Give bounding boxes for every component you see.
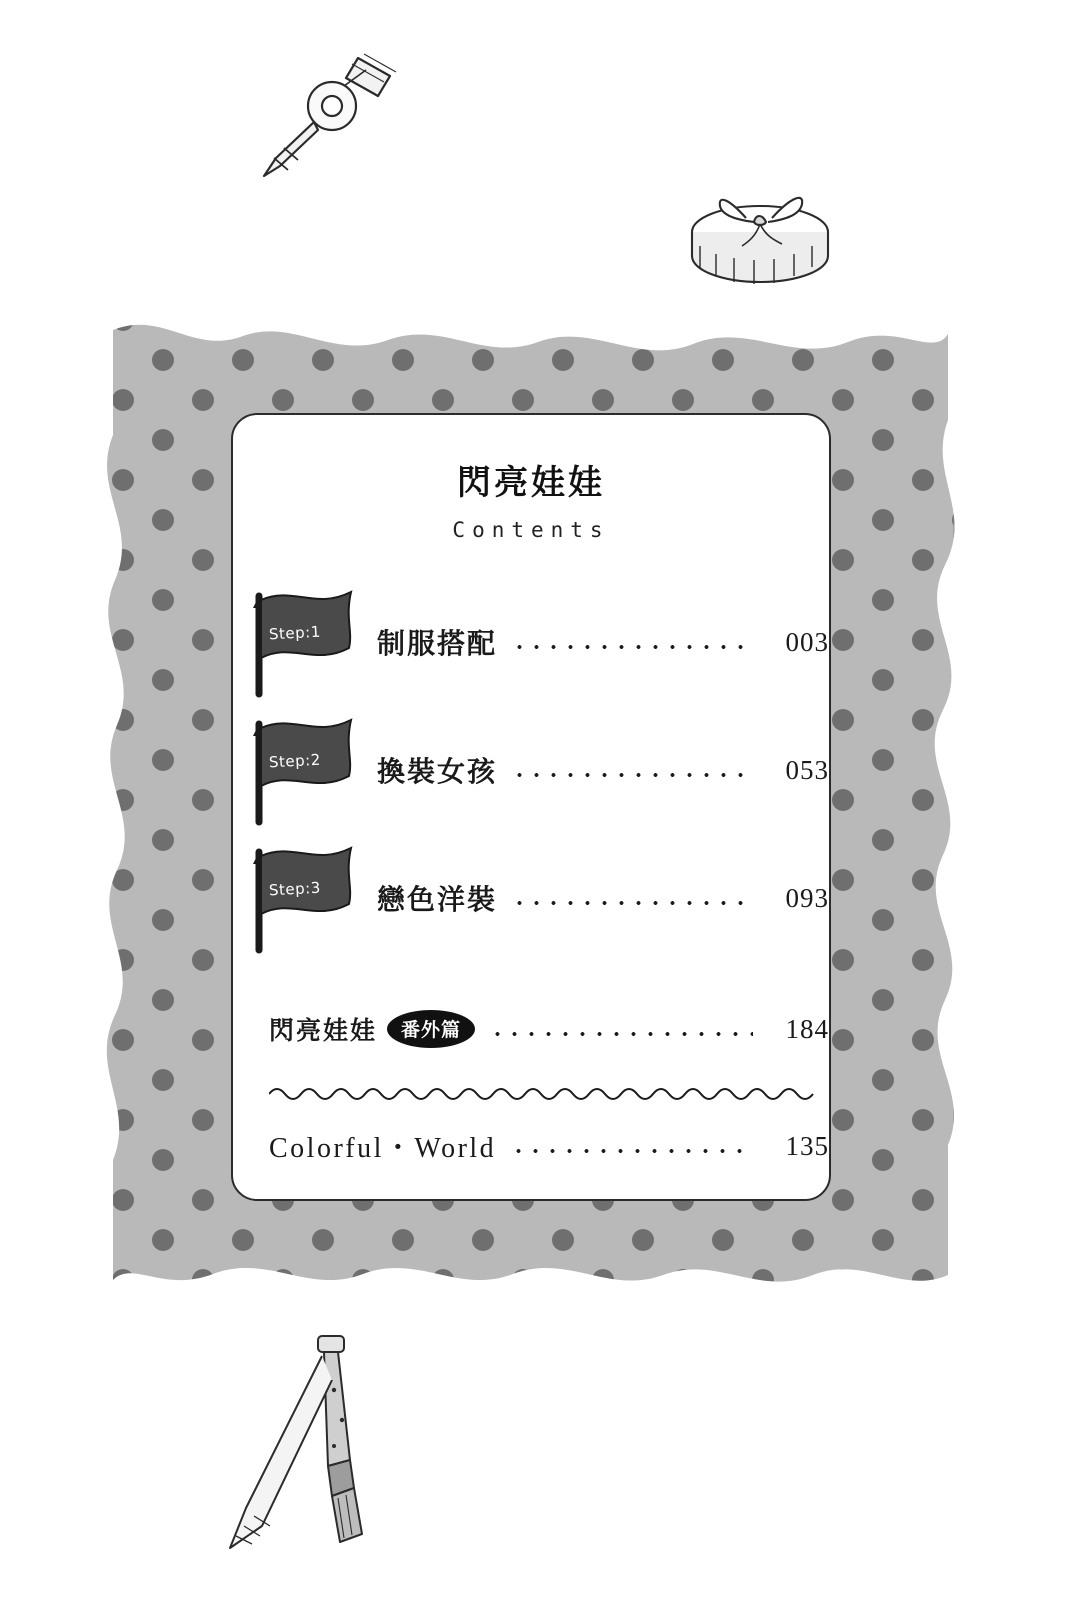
- toc-entry-3[interactable]: [241, 834, 829, 962]
- leader-dots: [511, 628, 753, 656]
- toc-entry-page: 093: [785, 882, 829, 913]
- toc-entry-extra[interactable]: [241, 1010, 829, 1048]
- step-flag-label: Step:3: [268, 878, 322, 900]
- status-badge: 番外篇: [387, 1010, 475, 1048]
- step-flag-icon: [241, 838, 377, 958]
- toc-entry-title: 制服搭配: [377, 627, 498, 660]
- table-of-contents: [233, 578, 829, 1166]
- step-flag-label: Step:1: [268, 622, 322, 644]
- toc-extra-title: 閃亮娃娃: [269, 1016, 378, 1045]
- decorative-frame: [103, 300, 955, 1310]
- toc-entry-2[interactable]: [241, 706, 829, 834]
- toc-entry-1[interactable]: [241, 578, 829, 706]
- toc-bonus-title: Colorful・World: [269, 1133, 497, 1164]
- step-flag-icon: [241, 582, 377, 702]
- toc-extra-page: 184: [785, 1013, 829, 1044]
- page-title: 閃亮娃娃: [457, 463, 605, 503]
- wavy-divider: [269, 1082, 809, 1102]
- toc-entry-title: 換裝女孩: [377, 755, 498, 788]
- contents-label: Contents: [452, 518, 610, 542]
- leader-dots: [511, 884, 753, 912]
- tassel-charm-illustration: [210, 1320, 410, 1570]
- step-flag-icon: [241, 710, 377, 830]
- leader-dots: [510, 1132, 753, 1160]
- contents-card: [231, 413, 831, 1201]
- key-illustration: [240, 30, 420, 190]
- toc-bonus-page: 135: [785, 1130, 829, 1161]
- toc-entry-title: 戀色洋裝: [377, 883, 498, 916]
- toc-entry-bonus[interactable]: [241, 1126, 829, 1166]
- step-flag-label: Step:2: [268, 750, 322, 772]
- gift-box-illustration: [660, 170, 860, 310]
- leader-dots: [489, 1015, 753, 1043]
- toc-entry-page: 053: [785, 754, 829, 785]
- leader-dots: [511, 756, 753, 784]
- toc-entry-page: 003: [785, 626, 829, 657]
